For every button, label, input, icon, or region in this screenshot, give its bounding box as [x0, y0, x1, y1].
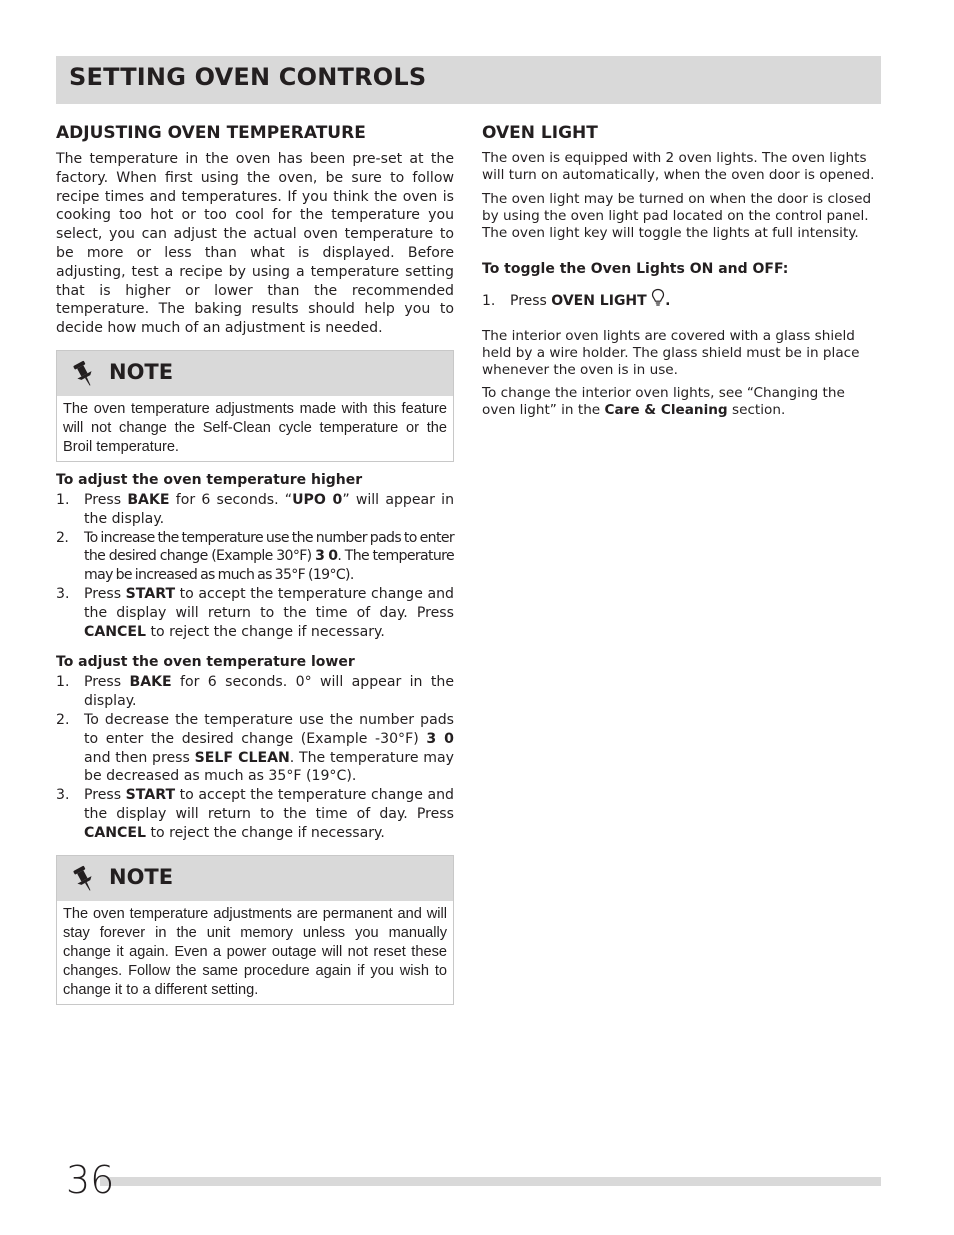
- step-text: Press: [84, 491, 128, 508]
- list-item: [56, 711, 454, 786]
- subheading-toggle: To toggle the Oven Lights ON and OFF:: [482, 261, 789, 277]
- step-text: . The temperature may be decreased as much as 35°F (19°C).: [84, 749, 454, 785]
- step-number: 2.: [56, 711, 70, 728]
- step-text: . The temperature may be increased as much as 35°F (19°C).: [84, 548, 454, 584]
- step-text: To increase the temperature use the number pads to enter the desired change (Example 30°F): [84, 529, 454, 565]
- note-title: NOTE: [109, 359, 174, 384]
- step-key: START: [125, 585, 176, 602]
- step-number: 2.: [56, 529, 69, 546]
- page-title: SETTING OVEN CONTROLS: [69, 63, 427, 91]
- step-text: for 6 seconds. “: [169, 491, 293, 508]
- step-key: START: [125, 787, 176, 804]
- step-key: BAKE: [127, 491, 170, 508]
- section-heading-oven-light: OVEN LIGHT: [482, 123, 598, 143]
- step-text: Press: [84, 674, 130, 691]
- subheading-lower: To adjust the oven temperature lower: [56, 654, 355, 671]
- step-number: 1.: [56, 674, 70, 691]
- list-item: [56, 585, 454, 641]
- section-heading-adjusting: ADJUSTING OVEN TEMPERATURE: [56, 123, 366, 143]
- step-key: 3 0: [315, 548, 338, 565]
- header-bar: [56, 56, 881, 104]
- step-text: for 6 seconds. 0° will appear in the display.: [84, 674, 454, 710]
- step-key: CANCEL: [84, 623, 146, 640]
- right-column: [482, 122, 881, 419]
- step-text: .: [665, 293, 671, 309]
- note-header: [57, 351, 453, 396]
- oven-light-paragraph-1: The oven is equipped with 2 oven lights. The oven lights will turn on automatically, when the oven door is opened.: [482, 150, 875, 183]
- paragraph-text: section.: [727, 402, 786, 418]
- note-box: [56, 855, 454, 1005]
- step-key: 3 0: [426, 730, 454, 747]
- subheading-higher: To adjust the oven temperature higher: [56, 471, 363, 488]
- note-box: [56, 350, 454, 462]
- note-text: The oven temperature adjustments are permanent and will stay forever in the unit memory unless you manually change it again. Even a power outage will not reset these changes. Follow the same procedure again if you wish to change it to a different setting.: [63, 905, 447, 998]
- step-display: UPO 0: [292, 491, 343, 508]
- pushpin-icon: [71, 865, 97, 893]
- paragraph-text: To change the interior oven lights, see “Changing the oven light” in the: [482, 385, 845, 418]
- step-key: OVEN LIGHT: [551, 293, 647, 309]
- step-text: to accept the temperature change and the display will return to the time of day. Press: [84, 787, 454, 822]
- step-key: BAKE: [129, 674, 172, 691]
- list-item: [56, 529, 454, 585]
- step-key: CANCEL: [84, 824, 146, 841]
- step-text: Press: [510, 293, 552, 309]
- footer-bar: [100, 1177, 881, 1186]
- step-text: to accept the temperature change and the display will return to the time of day. Press: [84, 585, 454, 621]
- oven-light-paragraph-4: [482, 385, 881, 419]
- list-item: [56, 491, 454, 529]
- step-number: 1.: [482, 293, 496, 309]
- left-column: [56, 122, 454, 1005]
- list-item: [482, 288, 881, 311]
- steps-higher: [56, 491, 454, 641]
- step-text: ” will appear in the display.: [84, 491, 455, 527]
- steps-lower: [56, 673, 454, 842]
- list-item: [56, 673, 454, 711]
- light-bulb-icon: [651, 288, 665, 308]
- step-number: 3.: [56, 585, 70, 602]
- step-text: To decrease the temperature use the number pads to enter the desired change (Example -30°F): [84, 711, 454, 747]
- step-key: SELF CLEAN: [194, 749, 290, 766]
- step-number: 3.: [56, 787, 70, 804]
- step-text: to reject the change if necessary.: [146, 824, 385, 841]
- step-text: to reject the change if necessary.: [146, 623, 385, 640]
- note-title: NOTE: [109, 864, 174, 889]
- step-number: 1.: [56, 491, 70, 508]
- pushpin-icon: [71, 360, 97, 388]
- oven-light-paragraph-3: The interior oven lights are covered with a glass shield held by a wire holder. The glass shield must be in place whenever the oven is in use.: [482, 328, 860, 378]
- page-number: 36: [66, 1158, 115, 1202]
- list-item: [56, 786, 454, 842]
- step-text: Press: [84, 787, 126, 804]
- step-text: and then press: [84, 749, 195, 766]
- step-text: Press: [84, 585, 126, 602]
- note-header: [57, 856, 453, 901]
- section-reference: Care & Cleaning: [604, 402, 728, 418]
- note-text: The oven temperature adjustments made with this feature will not change the Self-Clean cycle temperature or the Broil temperature.: [63, 400, 447, 455]
- intro-paragraph: The temperature in the oven has been pre-set at the factory. When first using the oven, be sure to follow recipe times and temperatures. If you think the oven is cooking too hot or too cool for the temperature you select, you can adjust the actual oven temperature to be more or less than what is displayed. Before adjusting, test a recipe by using a temperature setting that is higher or lower than the recommended temperature. The baking results should help you to decide how much of an adjustment is needed.: [56, 151, 454, 337]
- oven-light-paragraph-2: The oven light may be turned on when the door is closed by using the oven light pad located on the control panel. The oven light key will toggle the lights at full intensity.: [482, 191, 872, 241]
